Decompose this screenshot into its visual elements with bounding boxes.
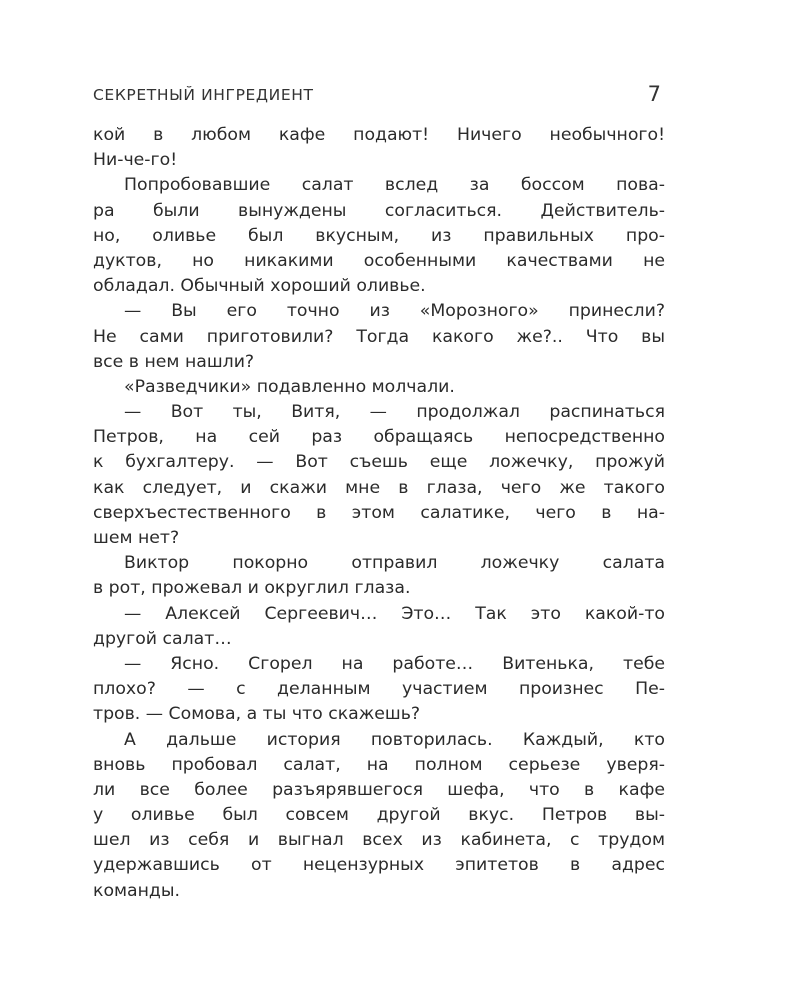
text-line: как следует, и скажи мне в глаза, чего же такого xyxy=(93,477,665,498)
text-line: Не сами приготовили? Тогда какого же?.. Что вы xyxy=(93,326,665,347)
text-line: вновь пробовал салат, на полном серьезе уверя- xyxy=(93,754,665,775)
text-line: дуктов, но никакими особенными качествами не xyxy=(93,250,665,271)
body-text xyxy=(93,123,665,904)
text-line: — Алексей Сергеевич… Это… Так это какой-то xyxy=(124,603,665,624)
text-line: Ни-че-го! xyxy=(93,150,178,171)
text-line: к бухгалтеру. — Вот съешь еще ложечку, прожуй xyxy=(93,452,665,473)
running-title: СЕКРЕТНЫЙ ИНГРЕДИЕНТ xyxy=(93,86,314,104)
text-line: Петров, на сей раз обращаясь непосредственно xyxy=(93,427,665,448)
text-line: кой в любом кафе подают! Ничего необычного! xyxy=(93,125,665,145)
text-line: все в нем нашли? xyxy=(93,351,255,372)
text-line: Виктор покорно отправил ложечку салата xyxy=(124,553,665,574)
text-line: А дальше история повторилась. Каждый, кто xyxy=(124,729,665,750)
text-line: — Ясно. Сгорел на работе… Витенька, тебе xyxy=(124,653,665,674)
text-line: команды. xyxy=(93,880,181,901)
text-line: шем нет? xyxy=(93,528,180,548)
running-header xyxy=(93,84,665,108)
text-line: «Разведчики» подавленно молчали. xyxy=(124,376,455,397)
text-line: но, оливье был вкусным, из правильных про- xyxy=(93,225,665,246)
text-line: — Вы его точно из «Морозного» принесли? xyxy=(124,301,665,322)
text-line: другой салат… xyxy=(93,628,232,649)
text-line: шел из себя и выгнал всех из кабинета, с трудом xyxy=(93,830,665,851)
text-line: у оливье был совсем другой вкус. Петров вы- xyxy=(93,805,665,826)
text-line: ли все более разъярявшегося шефа, что в кафе xyxy=(93,779,665,800)
page-number: 7 xyxy=(647,82,661,106)
text-line: тров. — Сомова, а ты что скажешь? xyxy=(93,704,421,725)
text-line: удержавшись от нецензурных эпитетов в адрес xyxy=(93,855,665,876)
text-line: — Вот ты, Витя, — продолжал распинаться xyxy=(124,402,665,423)
text-line: в рот, прожевал и округлил глаза. xyxy=(93,578,411,599)
text-line: сверхъестественного в этом салатике, чего в на- xyxy=(93,502,665,523)
text-line: обладал. Обычный хороший оливье. xyxy=(93,276,426,297)
text-line: плохо? — с деланным участием произнес Пе- xyxy=(93,679,665,700)
text-line: ра были вынуждены согласиться. Действитель- xyxy=(93,200,665,221)
text-line: Попробовавшие салат вслед за боссом пова- xyxy=(124,175,665,196)
